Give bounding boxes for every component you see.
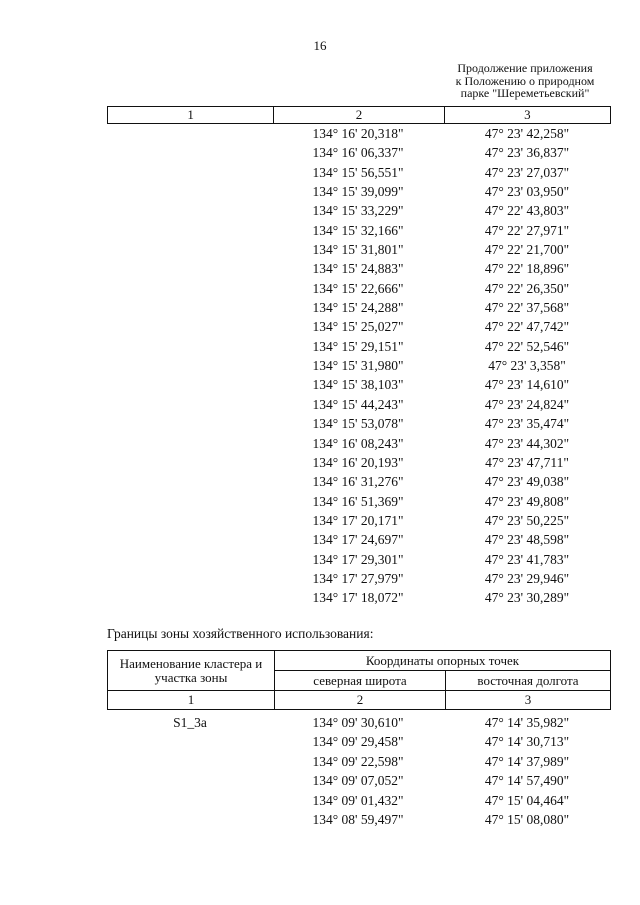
column-number-row [108, 107, 611, 124]
table-row [107, 143, 611, 162]
table-row [107, 771, 611, 790]
cluster-name-cell [107, 453, 273, 472]
cluster-name-cell [107, 298, 273, 317]
cluster-name-cell [107, 240, 273, 259]
latitude-cell: 134° 17' 27,979" [312, 570, 404, 586]
cluster-name-cell [107, 810, 273, 829]
longitude-cell: 47° 14' 37,989" [484, 753, 570, 769]
longitude-cell: 47° 23' 30,289" [484, 590, 570, 606]
longitude-cell: 47° 14' 30,713" [484, 734, 570, 750]
longitude-cell: 47° 23' 14,610" [484, 377, 570, 393]
page-number: 16 [313, 38, 327, 53]
cluster-name-cell [107, 511, 273, 530]
header-coordinates: Координаты опорных точек [275, 651, 611, 671]
latitude-cell: 134° 16' 20,193" [312, 454, 404, 470]
column-number-row [108, 691, 611, 710]
table-row [107, 530, 611, 549]
cluster-name-cell [107, 124, 273, 143]
cluster-name-cell [107, 550, 273, 569]
latitude-cell: 134° 09' 30,610" [312, 715, 404, 730]
longitude-cell: 47° 23' 47,711" [485, 454, 569, 470]
table-row [107, 375, 611, 394]
cluster-name-cell [107, 771, 273, 790]
longitude-cell: 47° 23' 29,946" [484, 570, 570, 586]
cluster-name-cell [107, 337, 273, 356]
cluster-name-cell [107, 732, 273, 751]
latitude-cell: 134° 15' 33,229" [312, 203, 404, 219]
table-row [107, 472, 611, 491]
table-row [107, 259, 611, 278]
longitude-cell: 47° 15' 08,080" [484, 811, 570, 827]
longitude-cell: 47° 15' 04,464" [484, 792, 570, 808]
coordinates-table-header [107, 106, 611, 124]
latitude-cell: 134° 09' 29,458" [312, 734, 404, 750]
latitude-cell: 134° 09' 07,052" [312, 773, 404, 789]
section-title: Границы зоны хозяйственного использования: [107, 626, 374, 641]
header-longitude: восточная долгота [446, 671, 611, 691]
longitude-cell: 47° 22' 27,971" [484, 222, 570, 238]
latitude-cell: 134° 17' 20,171" [312, 512, 404, 528]
table-row [107, 240, 611, 259]
latitude-cell: 134° 08' 59,497" [312, 811, 404, 827]
table-row [107, 810, 611, 829]
latitude-cell: 134° 17' 29,301" [312, 551, 404, 567]
column-number: 1 [108, 691, 275, 710]
table-row [107, 492, 611, 511]
cluster-name-cell [107, 434, 273, 453]
header-name-column: Наименование кластера и участка зоны [108, 651, 275, 691]
latitude-cell: 134° 15' 29,151" [312, 338, 404, 354]
cluster-name-cell [107, 492, 273, 511]
table-row [107, 356, 611, 375]
column-number: 2 [275, 691, 446, 710]
longitude-cell: 47° 23' 42,258" [484, 126, 570, 141]
cluster-name-cell [107, 414, 273, 433]
longitude-cell: 47° 22' 18,896" [484, 261, 570, 277]
longitude-cell: 47° 23' 35,474" [484, 416, 570, 432]
table-row [107, 163, 611, 182]
cluster-name-cell [107, 182, 273, 201]
appendix-note-line: Продолжение приложения [457, 61, 593, 75]
table-row [107, 550, 611, 569]
longitude-cell: 47° 23' 24,824" [484, 396, 570, 412]
longitude-cell: 47° 23' 49,038" [484, 474, 570, 490]
cluster-name-cell: S1_3a [173, 715, 207, 730]
table-row [107, 317, 611, 336]
table-row [107, 791, 611, 810]
latitude-cell: 134° 15' 38,103" [312, 377, 404, 393]
table-row [107, 713, 611, 732]
cluster-name-cell [107, 530, 273, 549]
appendix-note [440, 62, 610, 100]
latitude-cell: 134° 17' 24,697" [312, 532, 404, 548]
latitude-cell: 134° 16' 20,318" [312, 126, 404, 141]
cluster-name-cell [107, 375, 273, 394]
longitude-cell: 47° 22' 37,568" [484, 300, 570, 316]
column-number: 3 [446, 691, 611, 710]
cluster-name-cell [107, 317, 273, 336]
longitude-cell: 47° 23' 48,598" [484, 532, 570, 548]
latitude-cell: 134° 15' 56,551" [312, 164, 404, 180]
cluster-name-cell [107, 259, 273, 278]
cluster-name-cell [107, 752, 273, 771]
latitude-cell: 134° 09' 22,598" [312, 753, 404, 769]
longitude-cell: 47° 23' 03,950" [484, 184, 570, 200]
longitude-cell: 47° 22' 43,803" [484, 203, 570, 219]
column-number: 1 [108, 107, 274, 124]
longitude-cell: 47° 22' 47,742" [484, 319, 570, 335]
zone-table-body [107, 713, 611, 829]
table-row [107, 732, 611, 751]
latitude-cell: 134° 17' 18,072" [312, 590, 404, 606]
longitude-cell: 47° 23' 36,837" [484, 145, 570, 161]
longitude-cell: 47° 23' 41,783" [484, 551, 570, 567]
appendix-note-line: к Положению о природном [455, 73, 595, 88]
table-row [107, 298, 611, 317]
longitude-cell: 47° 14' 57,490" [484, 773, 570, 789]
cluster-name-cell [107, 569, 273, 588]
table-row [107, 453, 611, 472]
longitude-cell: 47° 23' 27,037" [484, 164, 570, 180]
cluster-name-cell [107, 201, 273, 220]
latitude-cell: 134° 15' 24,288" [312, 300, 404, 316]
cluster-name-cell [107, 791, 273, 810]
cluster-name-cell [107, 221, 273, 240]
column-number: 2 [274, 107, 444, 124]
latitude-cell: 134° 15' 32,166" [312, 222, 404, 238]
latitude-cell: 134° 15' 22,666" [312, 280, 404, 296]
column-number: 3 [444, 107, 610, 124]
table-row [107, 279, 611, 298]
table-row [107, 395, 611, 414]
latitude-cell: 134° 15' 24,883" [312, 261, 404, 277]
cluster-name-cell [107, 163, 273, 182]
table-row [107, 182, 611, 201]
cluster-name-cell [107, 395, 273, 414]
latitude-cell: 134° 16' 06,337" [312, 145, 404, 161]
latitude-cell: 134° 16' 51,369" [312, 493, 404, 509]
longitude-cell: 47° 23' 3,358" [488, 358, 566, 374]
zone-table-header [107, 650, 611, 710]
table-row [107, 752, 611, 771]
header-latitude: северная широта [275, 671, 446, 691]
latitude-cell: 134° 15' 53,078" [312, 416, 404, 432]
table-row [107, 569, 611, 588]
table-row [107, 124, 611, 143]
longitude-cell: 47° 22' 26,350" [484, 280, 570, 296]
table-row [107, 511, 611, 530]
longitude-cell: 47° 23' 50,225" [484, 512, 570, 528]
latitude-cell: 134° 15' 25,027" [312, 319, 404, 335]
table-row [107, 434, 611, 453]
longitude-cell: 47° 23' 49,808" [484, 493, 570, 509]
cluster-name-cell [107, 588, 273, 607]
longitude-cell: 47° 22' 21,700" [484, 242, 570, 258]
table-row [107, 337, 611, 356]
latitude-cell: 134° 15' 31,980" [312, 358, 404, 374]
latitude-cell: 134° 15' 39,099" [312, 184, 404, 200]
table-row [107, 414, 611, 433]
longitude-cell: 47° 14' 35,982" [484, 715, 570, 730]
table-row [107, 588, 611, 607]
latitude-cell: 134° 15' 31,801" [312, 242, 404, 258]
latitude-cell: 134° 16' 31,276" [312, 474, 404, 490]
appendix-note-line: парке "Шереметьевский" [460, 86, 590, 100]
longitude-cell: 47° 23' 44,302" [484, 435, 570, 451]
latitude-cell: 134° 09' 01,432" [312, 792, 404, 808]
table-row [107, 221, 611, 240]
cluster-name-cell [107, 143, 273, 162]
cluster-name-cell [107, 279, 273, 298]
cluster-name-cell [107, 472, 273, 491]
table-row [107, 201, 611, 220]
latitude-cell: 134° 16' 08,243" [312, 435, 404, 451]
longitude-cell: 47° 22' 52,546" [484, 338, 570, 354]
coordinates-table-body [107, 124, 611, 608]
latitude-cell: 134° 15' 44,243" [312, 396, 404, 412]
cluster-name-cell [107, 356, 273, 375]
